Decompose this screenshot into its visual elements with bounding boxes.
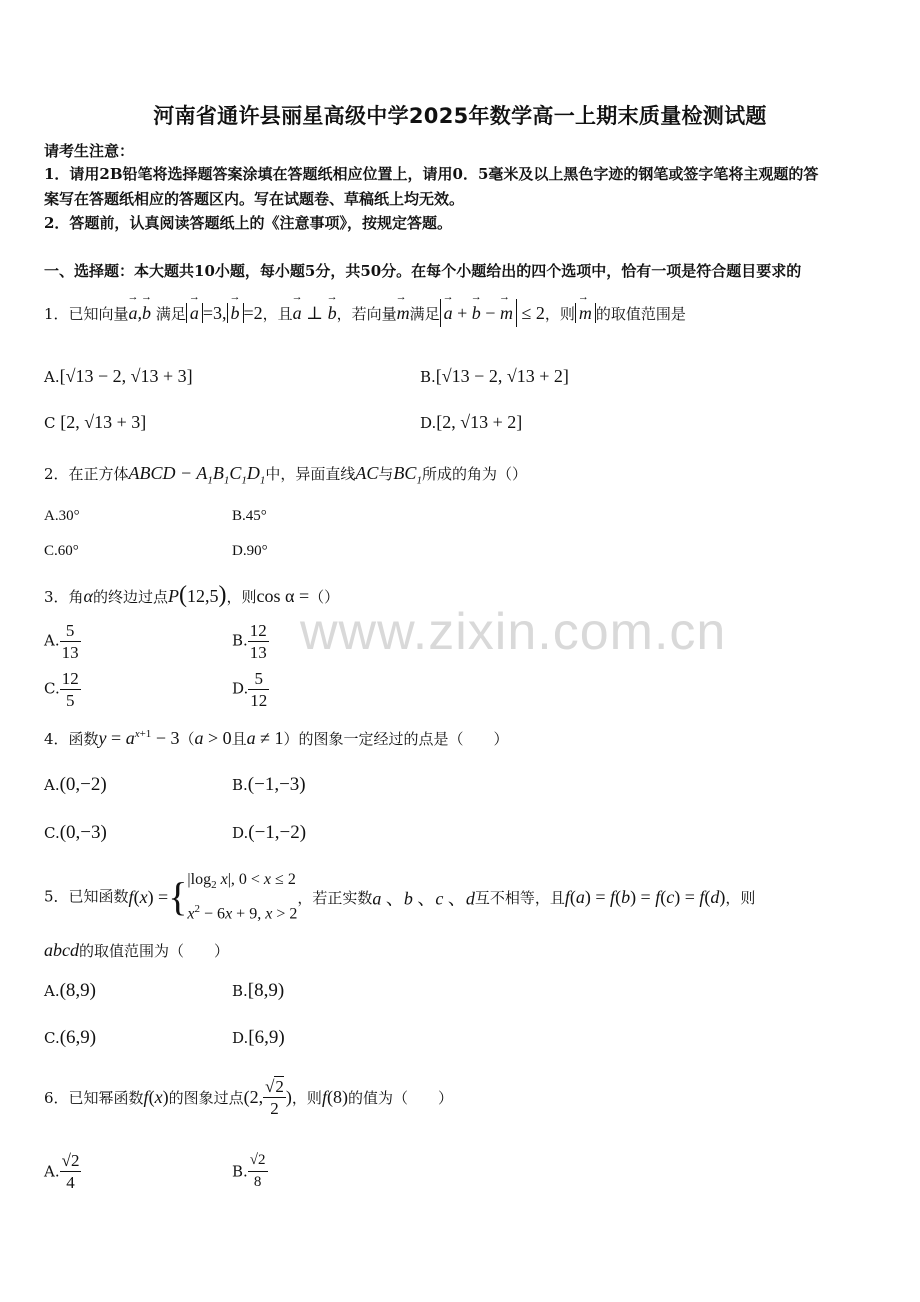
q4-option-c-label: C. [44,824,60,842]
q3-text-1: 3．角 [44,588,84,606]
q6-text-3: ，则 [291,1089,322,1107]
q6-option-a-den: 4 [66,1173,75,1192]
q1-option-b-value: [√13 − 2, √13 + 2] [435,366,569,386]
q1-norms: → a =3,→ b =2 [186,303,263,323]
q3-option-a-fraction [60,620,81,663]
q3-option-c[interactable] [44,668,81,711]
q4-option-b[interactable] [232,774,306,796]
q5-equality: f(a) = f(b) = f(c) = f(d) [564,886,726,907]
q6-text-1: 6．已知幂函数 [44,1089,144,1107]
page-title: 河南省通许县丽星高级中学2025年数学高一上期末质量检测试题 [153,104,767,128]
q1-text-3: ，且 [262,305,293,323]
q1-option-c-label: C [44,414,56,432]
q4-cond-1: a > 0 [194,728,232,748]
q6-point-fraction: $\frac{√2}{2}$ [265,1077,284,1118]
q5-option-c[interactable] [44,1027,96,1049]
question-5 [44,868,755,927]
q4-option-c[interactable] [44,822,107,844]
q3-option-c-den: 5 [65,691,75,710]
q1-vectors: → a,→ b [129,303,152,323]
q2-text-1: 2．在正方体 [44,465,129,483]
q2-option-c[interactable]: C.60° [44,543,79,559]
q6-option-a-fraction [60,1150,82,1193]
notice-line-1a: 1．请用2B铅笔将选择题答案涂填在答题纸相应位置上，请用0．5毫米及以上黑色字迹的钢笔或签字笔将主观题的答 [44,165,819,183]
q5-text-4: ，则 [725,888,756,907]
q3-option-d[interactable] [232,668,269,711]
q2-option-a[interactable]: A.30° [44,508,80,524]
q6-point: (2, [243,1087,264,1107]
notice-line-2: 2．答题前，认真阅读答题纸上的《注意事项》，按规定答题。 [44,214,452,232]
q4-text-1: 4．函数 [44,730,99,748]
q2-text-2: 中，异面直线 [265,465,356,483]
q4-option-d[interactable] [232,822,306,844]
q4-option-c-value: (0,−3) [59,822,107,843]
q3-option-a-num: 5 [60,620,81,642]
q4-option-a-value: (0,−2) [59,774,107,795]
q1-text-7: 的取值范围是 [595,305,686,323]
q3-option-a[interactable] [44,620,81,663]
q1-text-2: 满足 [155,305,186,323]
q1-option-a-label: A. [44,368,60,386]
q5-option-c-value: (6,9) [59,1027,97,1048]
q4-option-b-label: B. [232,776,248,794]
q6-text-2: 的图象过点 [168,1089,244,1107]
q5-fx: f(x) = [128,886,169,907]
question-2 [44,463,527,487]
q4-option-d-label: D. [232,824,249,842]
section-heading: 一、选择题：本大题共10小题，每小题5分，共50分。在每个小题给出的四个选项中，恰有一项是符合题目要求的 [44,262,802,280]
q1-condition: → a + → b − → m ≤ 2 [440,299,545,327]
q3-cos: cos α = [256,586,310,606]
q6-point-close: ) [285,1087,292,1107]
q1-norm-m: → m [575,303,596,323]
q6-option-a[interactable] [44,1150,81,1193]
q4-option-d-value: (−1,−2) [248,822,307,843]
q1-perp: → a ⊥ → b [293,303,337,323]
q6-text-4: 的值为（ ） [347,1089,453,1107]
q5-option-c-label: C. [44,1029,60,1047]
q1-option-b[interactable] [420,366,569,387]
q5-option-b-label: B. [232,982,248,1000]
q3-option-d-fraction [248,668,269,711]
q5-text-5: 的取值范围为（ ） [79,942,230,960]
q2-line-bc1: $BC_1$ [393,463,422,487]
q3-option-b-label: B. [232,631,248,650]
q4-text-3: 且 [231,730,247,748]
q3-option-d-label: D. [232,679,249,698]
q3-point: P(12,5) [168,582,227,608]
q4-function: $y = a^{x+1} - 3$ [98,728,180,748]
q3-text-2: 的终边过点 [93,588,169,606]
q6-option-a-label: A. [44,1162,60,1181]
q1-option-d-value: [2, √13 + 2] [436,412,523,432]
q3-option-b-num: 12 [249,621,267,640]
q1-text-6: ，则 [544,305,575,323]
q5-option-b[interactable] [232,980,284,1002]
q5-brace: { [168,874,188,920]
q6-option-b-num: √2 [248,1150,268,1172]
q3-option-d-num: 5 [248,668,269,690]
q1-option-a[interactable] [44,366,193,387]
q5-text-2: ，若正实数 [297,888,373,907]
q4-text-4: ）的图象一定经过的点是（ ） [283,730,509,748]
q5-option-d[interactable] [232,1027,285,1049]
q3-option-d-den: 12 [250,691,268,710]
q5-option-a[interactable] [44,980,96,1002]
notice-heading: 请考生注意： [44,142,135,160]
q2-cube: ABCD − $A_1B_1C_1D_1$ [128,463,266,487]
q6-option-a-num: √2 [61,1151,80,1170]
question-1 [44,303,686,324]
q3-option-c-label: C. [44,679,60,698]
q6-option-b-den: 8 [253,1174,262,1190]
q6-option-b-fraction [248,1150,268,1193]
q1-text-5: 满足 [409,305,440,323]
q5-vars: a 、b 、c 、d [372,888,475,909]
question-3 [44,582,339,609]
q2-option-b[interactable]: B.45° [232,508,267,524]
q4-option-a[interactable] [44,774,107,796]
q3-option-b-den: 13 [249,643,267,662]
q6-option-b-label: B. [232,1162,248,1181]
q3-alpha: α [83,586,93,606]
q1-text-4: ，若向量 [336,305,397,323]
q1-option-c[interactable] [44,412,146,433]
q1-option-d[interactable] [420,412,522,433]
q5-option-a-label: A. [44,982,60,1000]
q4-option-a-label: A. [44,776,60,794]
q3-option-c-fraction [60,668,81,711]
q5-abcd: abcd [44,940,79,960]
question-6 [44,1076,453,1119]
q3-text-4: （） [309,588,340,606]
q5-option-d-label: D. [232,1029,249,1047]
q1-option-c-value: [2, √13 + 3] [60,412,147,432]
q3-option-a-label: A. [44,631,60,650]
q1-option-a-value: [√13 − 2, √13 + 3] [59,366,193,386]
q3-option-c-num: 12 [61,669,79,688]
q1-option-b-label: B. [420,368,436,386]
q4-option-b-value: (−1,−3) [247,774,306,795]
notice-line-1b: 案写在答题纸相应的答题区内。写在试题卷、草稿纸上均无效。 [44,190,465,208]
q2-text-3: 与 [378,465,394,483]
question-4 [44,728,509,749]
q1-option-d-label: D. [420,414,437,432]
q4-text-2: （ [179,730,195,748]
watermark: www.zixin.com.cn [300,603,727,661]
q3-option-a-den: 13 [61,643,79,662]
q5-option-a-value: (8,9) [59,980,97,1001]
q5-pieces: $|\log_2$ x|, 0 < x ≤ 2 $x^2 - 6x + 9$, x > 2 [187,871,298,923]
q5-text-3: 互不相等，且 [474,888,565,907]
q2-line-ac: AC [355,463,379,483]
q3-text-3: ，则 [226,588,257,606]
q6-option-b[interactable] [232,1150,268,1193]
q3-option-b[interactable] [232,620,269,663]
q5-text-1: 5．已知函数 [44,887,129,906]
q3-option-b-fraction [248,620,269,663]
q1-text-1: 1．已知向量 [44,305,129,323]
question-5-line-2 [44,940,229,961]
q6-fx: f(x) [143,1087,169,1107]
q4-cond-2: a ≠ 1 [246,728,284,748]
q2-option-d[interactable]: D.90° [232,543,268,559]
q2-text-4: 所成的角为（） [421,465,527,483]
q5-option-b-value: [8,9) [247,980,285,1001]
q1-vector-m: → m [397,303,410,323]
q6-f8: f(8) [321,1087,348,1107]
q5-option-d-value: [6,9) [248,1027,285,1048]
